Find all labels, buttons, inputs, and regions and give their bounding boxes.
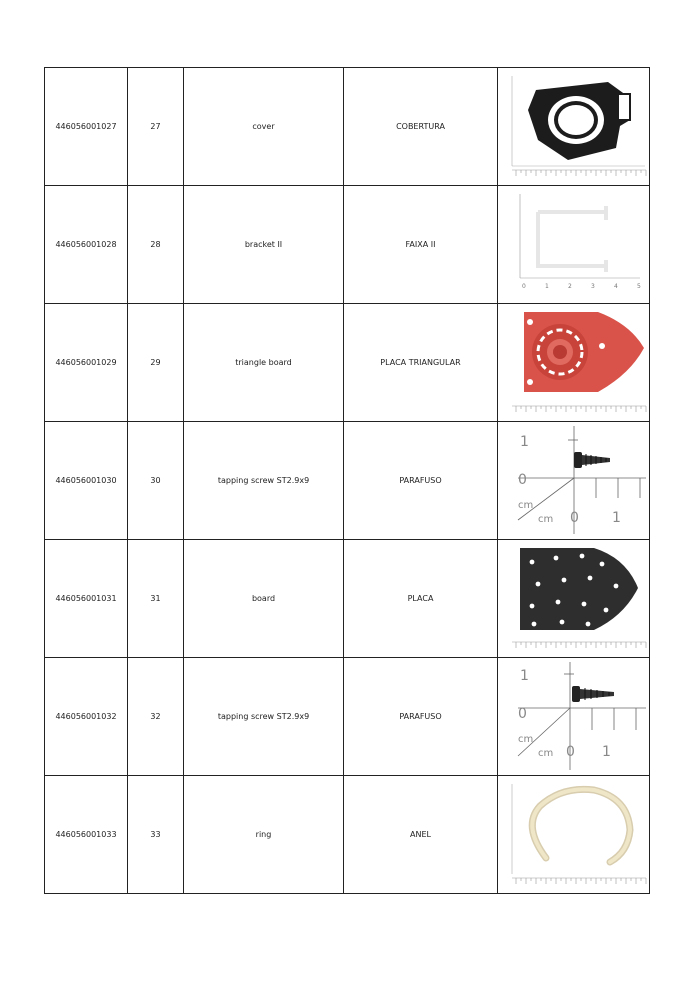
table-row (45, 776, 650, 894)
position-number: 29 (128, 304, 184, 422)
board-hole (588, 576, 593, 581)
part-name-pt: PARAFUSO (344, 422, 498, 540)
position-number: 30 (128, 422, 184, 540)
part-name-pt: FAIXA II (344, 186, 498, 304)
part-code: 446056001028 (45, 186, 128, 304)
board-hole (604, 608, 609, 613)
ruler-digit: 1 (545, 283, 549, 290)
screw-photo (498, 658, 649, 775)
table-row (45, 540, 650, 658)
scale-label: cm (518, 734, 534, 745)
scale-label: cm (518, 500, 534, 511)
scale-label: cm (538, 514, 554, 525)
scale-label: 0 (518, 706, 527, 722)
part-name-pt: PLACA TRIANGULAR (344, 304, 498, 422)
board-hole (532, 622, 537, 627)
board-hole (530, 604, 535, 609)
scale-label: 1 (602, 744, 611, 760)
part-code: 446056001033 (45, 776, 128, 894)
part-name-en: ring (184, 776, 344, 894)
board-hole (560, 620, 565, 625)
position-number: 32 (128, 658, 184, 776)
board-hole (600, 562, 605, 567)
parts-table (44, 67, 650, 894)
board-hole (556, 600, 561, 605)
screw-photo (498, 422, 649, 539)
table-row (45, 304, 650, 422)
table-row (45, 658, 650, 776)
ruler-digit: 0 (522, 283, 526, 290)
scale-label: 1 (520, 668, 529, 684)
table-row (45, 186, 650, 304)
table-row (45, 422, 650, 540)
board-hole (536, 582, 541, 587)
scale-label: 0 (570, 510, 579, 526)
board-hole (562, 578, 567, 583)
board-hole (580, 554, 585, 559)
scale-label: 0 (566, 744, 575, 760)
table-row (45, 68, 650, 186)
part-name-en: board (184, 540, 344, 658)
part-name-pt: COBERTURA (344, 68, 498, 186)
part-code: 446056001032 (45, 658, 128, 776)
ruler-digit: 3 (591, 283, 595, 290)
scale-label: 1 (612, 510, 621, 526)
part-name-pt: ANEL (344, 776, 498, 894)
part-name-en: bracket II (184, 186, 344, 304)
board-hole (586, 622, 591, 627)
bracket-part-photo (498, 186, 649, 303)
position-number: 31 (128, 540, 184, 658)
ring-photo (498, 776, 649, 893)
position-number: 28 (128, 186, 184, 304)
board-hole (530, 560, 535, 565)
board-hole (582, 602, 587, 607)
part-name-en: triangle board (184, 304, 344, 422)
scale-label: cm (538, 748, 554, 759)
part-photo-cell (498, 658, 650, 776)
part-photo-cell (498, 304, 650, 422)
part-code: 446056001030 (45, 422, 128, 540)
position-number: 33 (128, 776, 184, 894)
part-code: 446056001027 (45, 68, 128, 186)
board-hole (614, 584, 619, 589)
part-name-en: tapping screw ST2.9x9 (184, 658, 344, 776)
part-photo-cell (498, 186, 650, 304)
triangle-board-photo (498, 304, 649, 421)
cover-part-photo (498, 68, 649, 185)
part-photo-cell (498, 422, 650, 540)
scale-label: 0 (518, 472, 527, 488)
position-number: 27 (128, 68, 184, 186)
part-code: 446056001031 (45, 540, 128, 658)
part-name-pt: PARAFUSO (344, 658, 498, 776)
board-hole (554, 556, 559, 561)
part-photo-cell (498, 540, 650, 658)
part-name-en: tapping screw ST2.9x9 (184, 422, 344, 540)
scale-label: 1 (520, 434, 529, 450)
part-photo-cell (498, 68, 650, 186)
ruler-digit: 5 (637, 283, 641, 290)
ruler-digit: 4 (614, 283, 618, 290)
part-code: 446056001029 (45, 304, 128, 422)
part-name-pt: PLACA (344, 540, 498, 658)
part-photo-cell (498, 776, 650, 894)
sanding-board-photo (498, 540, 649, 657)
part-name-en: cover (184, 68, 344, 186)
ruler-digit: 2 (568, 283, 572, 290)
